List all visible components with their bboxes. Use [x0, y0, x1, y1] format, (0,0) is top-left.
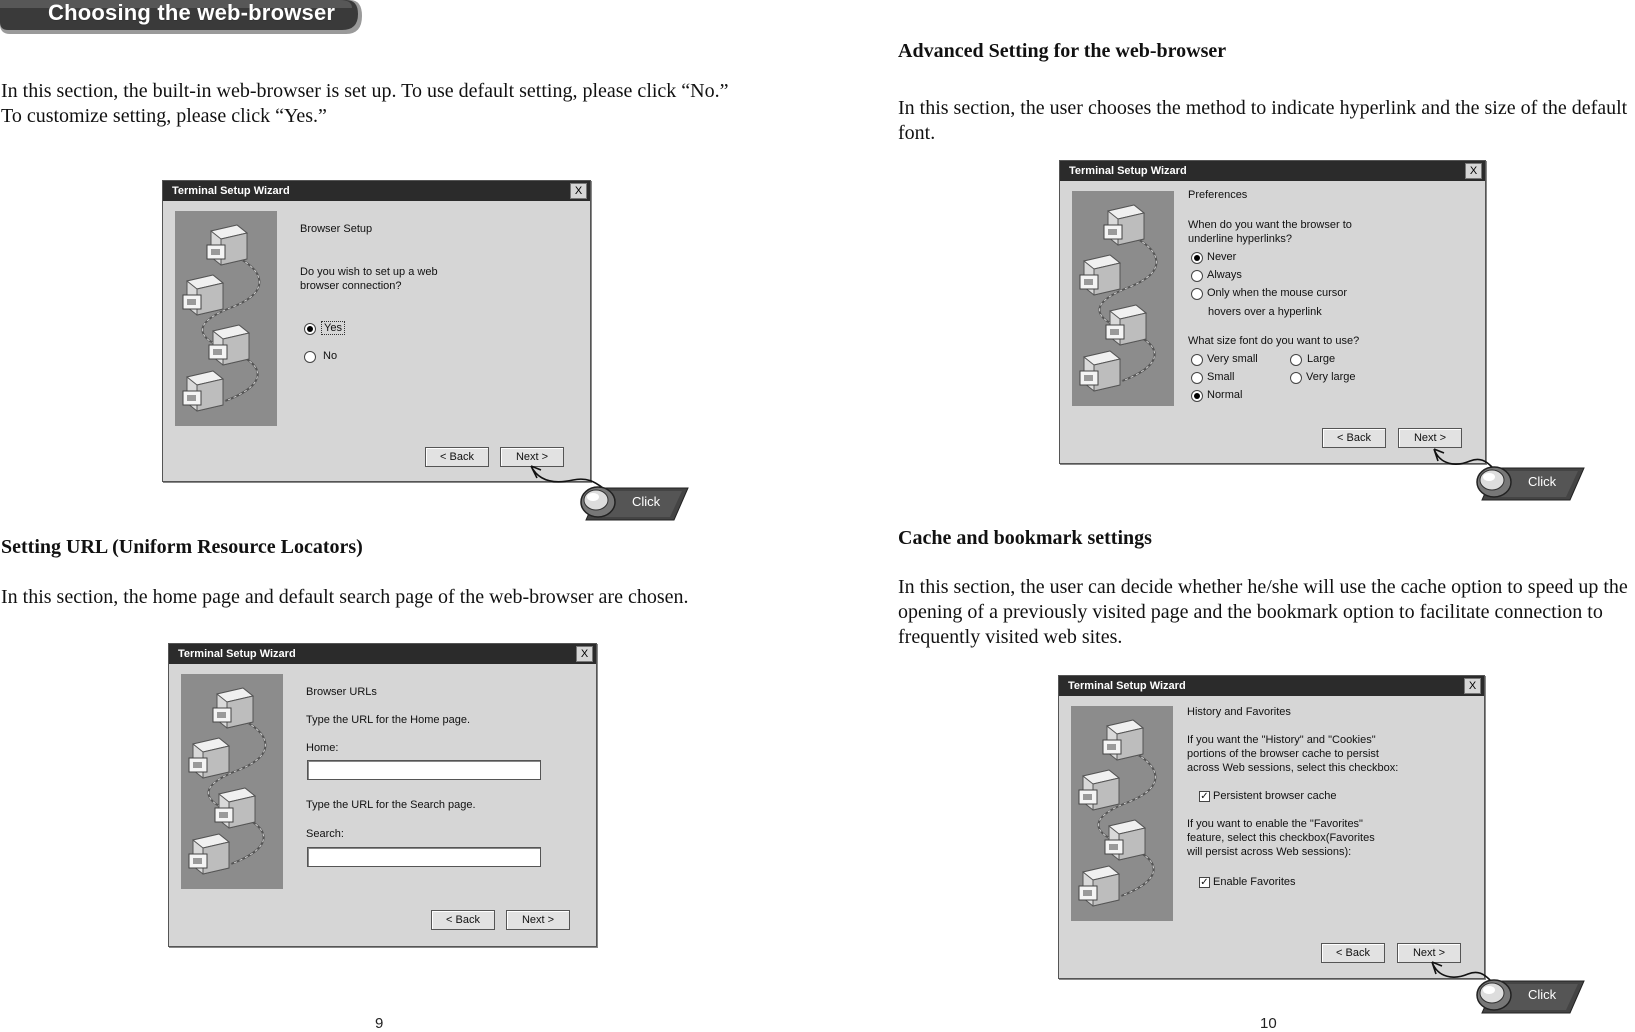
dialog-heading: Browser Setup: [300, 223, 373, 235]
enable-favorites-label[interactable]: Enable Favorites: [1213, 876, 1296, 888]
persistent-cache-checkbox[interactable]: ✓: [1200, 791, 1209, 802]
url-section-heading: Setting URL (Uniform Resource Locators): [1, 536, 363, 558]
next-button[interactable]: Next >: [506, 910, 570, 930]
page-number-left: 9: [375, 1015, 384, 1032]
click-label: Click: [1528, 987, 1557, 1002]
browser-setup-dialog: [162, 180, 591, 482]
enable-favorites-checkbox[interactable]: ✓: [1200, 877, 1209, 888]
question-line-1: Do you wish to set up a web: [300, 266, 438, 278]
dialog-heading: History and Favorites: [1187, 706, 1291, 718]
radio-small-label[interactable]: Small: [1207, 371, 1235, 383]
radio-on-hover[interactable]: [1191, 288, 1203, 300]
radio-never[interactable]: [1191, 252, 1203, 264]
radio-always[interactable]: [1191, 270, 1203, 282]
search-url-input[interactable]: [307, 847, 541, 867]
radio-on-hover-label[interactable]: Only when the mouse cursor: [1207, 287, 1348, 299]
persistent-cache-label[interactable]: Persistent browser cache: [1213, 790, 1337, 802]
favorites-text-line-3: will persist across Web sessions):: [1187, 846, 1352, 858]
dialog-title: Terminal Setup Wizard: [1068, 680, 1186, 692]
back-button[interactable]: < Back: [431, 910, 495, 930]
wizard-network-illustration: [175, 211, 277, 426]
search-label: Search:: [306, 828, 344, 840]
click-label: Click: [632, 494, 661, 509]
next-button[interactable]: Next >: [1398, 428, 1462, 448]
radio-large[interactable]: [1290, 354, 1302, 366]
radio-always-label[interactable]: Always: [1207, 269, 1242, 281]
home-url-input[interactable]: [307, 760, 541, 780]
home-label: Home:: [306, 742, 339, 754]
dialog-title-bar: [1060, 161, 1485, 181]
radio-small[interactable]: [1191, 372, 1203, 384]
back-button[interactable]: < Back: [1321, 943, 1385, 963]
search-prompt: Type the URL for the Search page.: [306, 799, 476, 811]
favorites-text-line-2: feature, select this checkbox(Favorites: [1187, 832, 1375, 844]
font-size-question: What size font do you want to use?: [1188, 335, 1360, 347]
back-button[interactable]: < Back: [425, 447, 489, 467]
radio-very-small[interactable]: [1191, 354, 1203, 366]
radio-no-label[interactable]: No: [323, 350, 338, 362]
preferences-dialog: [1059, 160, 1486, 464]
dialog-title: Terminal Setup Wizard: [1069, 165, 1187, 177]
wizard-network-illustration: [181, 674, 283, 889]
section-banner: [0, 0, 365, 36]
radio-normal-label[interactable]: Normal: [1207, 389, 1243, 401]
underline-question-line-2: underline hyperlinks?: [1188, 233, 1292, 245]
radio-large-label[interactable]: Large: [1307, 353, 1336, 365]
radio-no[interactable]: [304, 351, 316, 363]
radio-never-label[interactable]: Never: [1207, 251, 1237, 263]
close-button[interactable]: X: [570, 183, 587, 199]
history-text-line-2: portions of the browser cache to persist: [1187, 748, 1379, 760]
dialog-title-bar: [169, 644, 596, 664]
dialog-title: Terminal Setup Wizard: [172, 185, 290, 197]
banner-title: Choosing the web-browser: [48, 0, 336, 25]
back-button[interactable]: < Back: [1322, 428, 1386, 448]
page-number-right: 10: [1260, 1015, 1277, 1032]
radio-yes-label[interactable]: Yes: [321, 321, 345, 335]
history-text-line-3: across Web sessions, select this checkbox:: [1187, 762, 1399, 774]
radio-very-large-label[interactable]: Very large: [1306, 371, 1356, 383]
history-text-line-1: If you want the "History" and "Cookies": [1187, 734, 1376, 746]
underline-question-line-1: When do you want the browser to: [1188, 219, 1352, 231]
cache-section-heading: Cache and bookmark settings: [898, 527, 1152, 549]
close-button[interactable]: X: [576, 646, 593, 662]
dialog-heading: Browser URLs: [306, 686, 377, 698]
dialog-heading: Preferences: [1188, 189, 1248, 201]
browser-urls-dialog: [168, 643, 597, 947]
click-label: Click: [1528, 474, 1557, 489]
radio-yes[interactable]: [304, 323, 316, 335]
advanced-section-heading: Advanced Setting for the web-browser: [898, 40, 1227, 62]
next-button[interactable]: Next >: [1397, 943, 1461, 963]
question-line-2: browser connection?: [300, 280, 402, 292]
dialog-title-bar: [1059, 676, 1484, 696]
dialog-title-bar: [163, 181, 590, 201]
next-button[interactable]: Next >: [500, 447, 564, 467]
dialog-title: Terminal Setup Wizard: [178, 648, 296, 660]
close-button[interactable]: X: [1465, 163, 1482, 179]
close-button[interactable]: X: [1464, 678, 1481, 694]
home-prompt: Type the URL for the Home page.: [306, 714, 471, 726]
url-section-paragraph: In this section, the home page and default search page of the web-browser are chosen.: [1, 586, 689, 608]
radio-on-hover-label-line-2: hovers over a hyperlink: [1208, 306, 1322, 318]
history-favorites-dialog: [1058, 675, 1485, 979]
cache-section-paragraph: In this section, the user can decide whether he/she will use the cache option to speed up the opening of a previously visited page and the bookmark option to facilitate connection to frequently visited web sites.: [898, 576, 1628, 648]
favorites-text-line-1: If you want to enable the "Favorites": [1187, 818, 1363, 830]
advanced-section-paragraph: In this section, the user chooses the method to indicate hyperlink and the size of the default font.: [898, 97, 1628, 144]
wizard-network-illustration: [1072, 191, 1174, 406]
radio-normal[interactable]: [1191, 390, 1203, 402]
radio-very-small-label[interactable]: Very small: [1207, 353, 1258, 365]
radio-very-large[interactable]: [1290, 372, 1302, 384]
left-intro-paragraph: In this section, the built-in web-browser is set up. To use default setting, please click “No.” To customize setting, please click “Yes.”: [1, 80, 729, 127]
wizard-network-illustration: [1071, 706, 1173, 921]
